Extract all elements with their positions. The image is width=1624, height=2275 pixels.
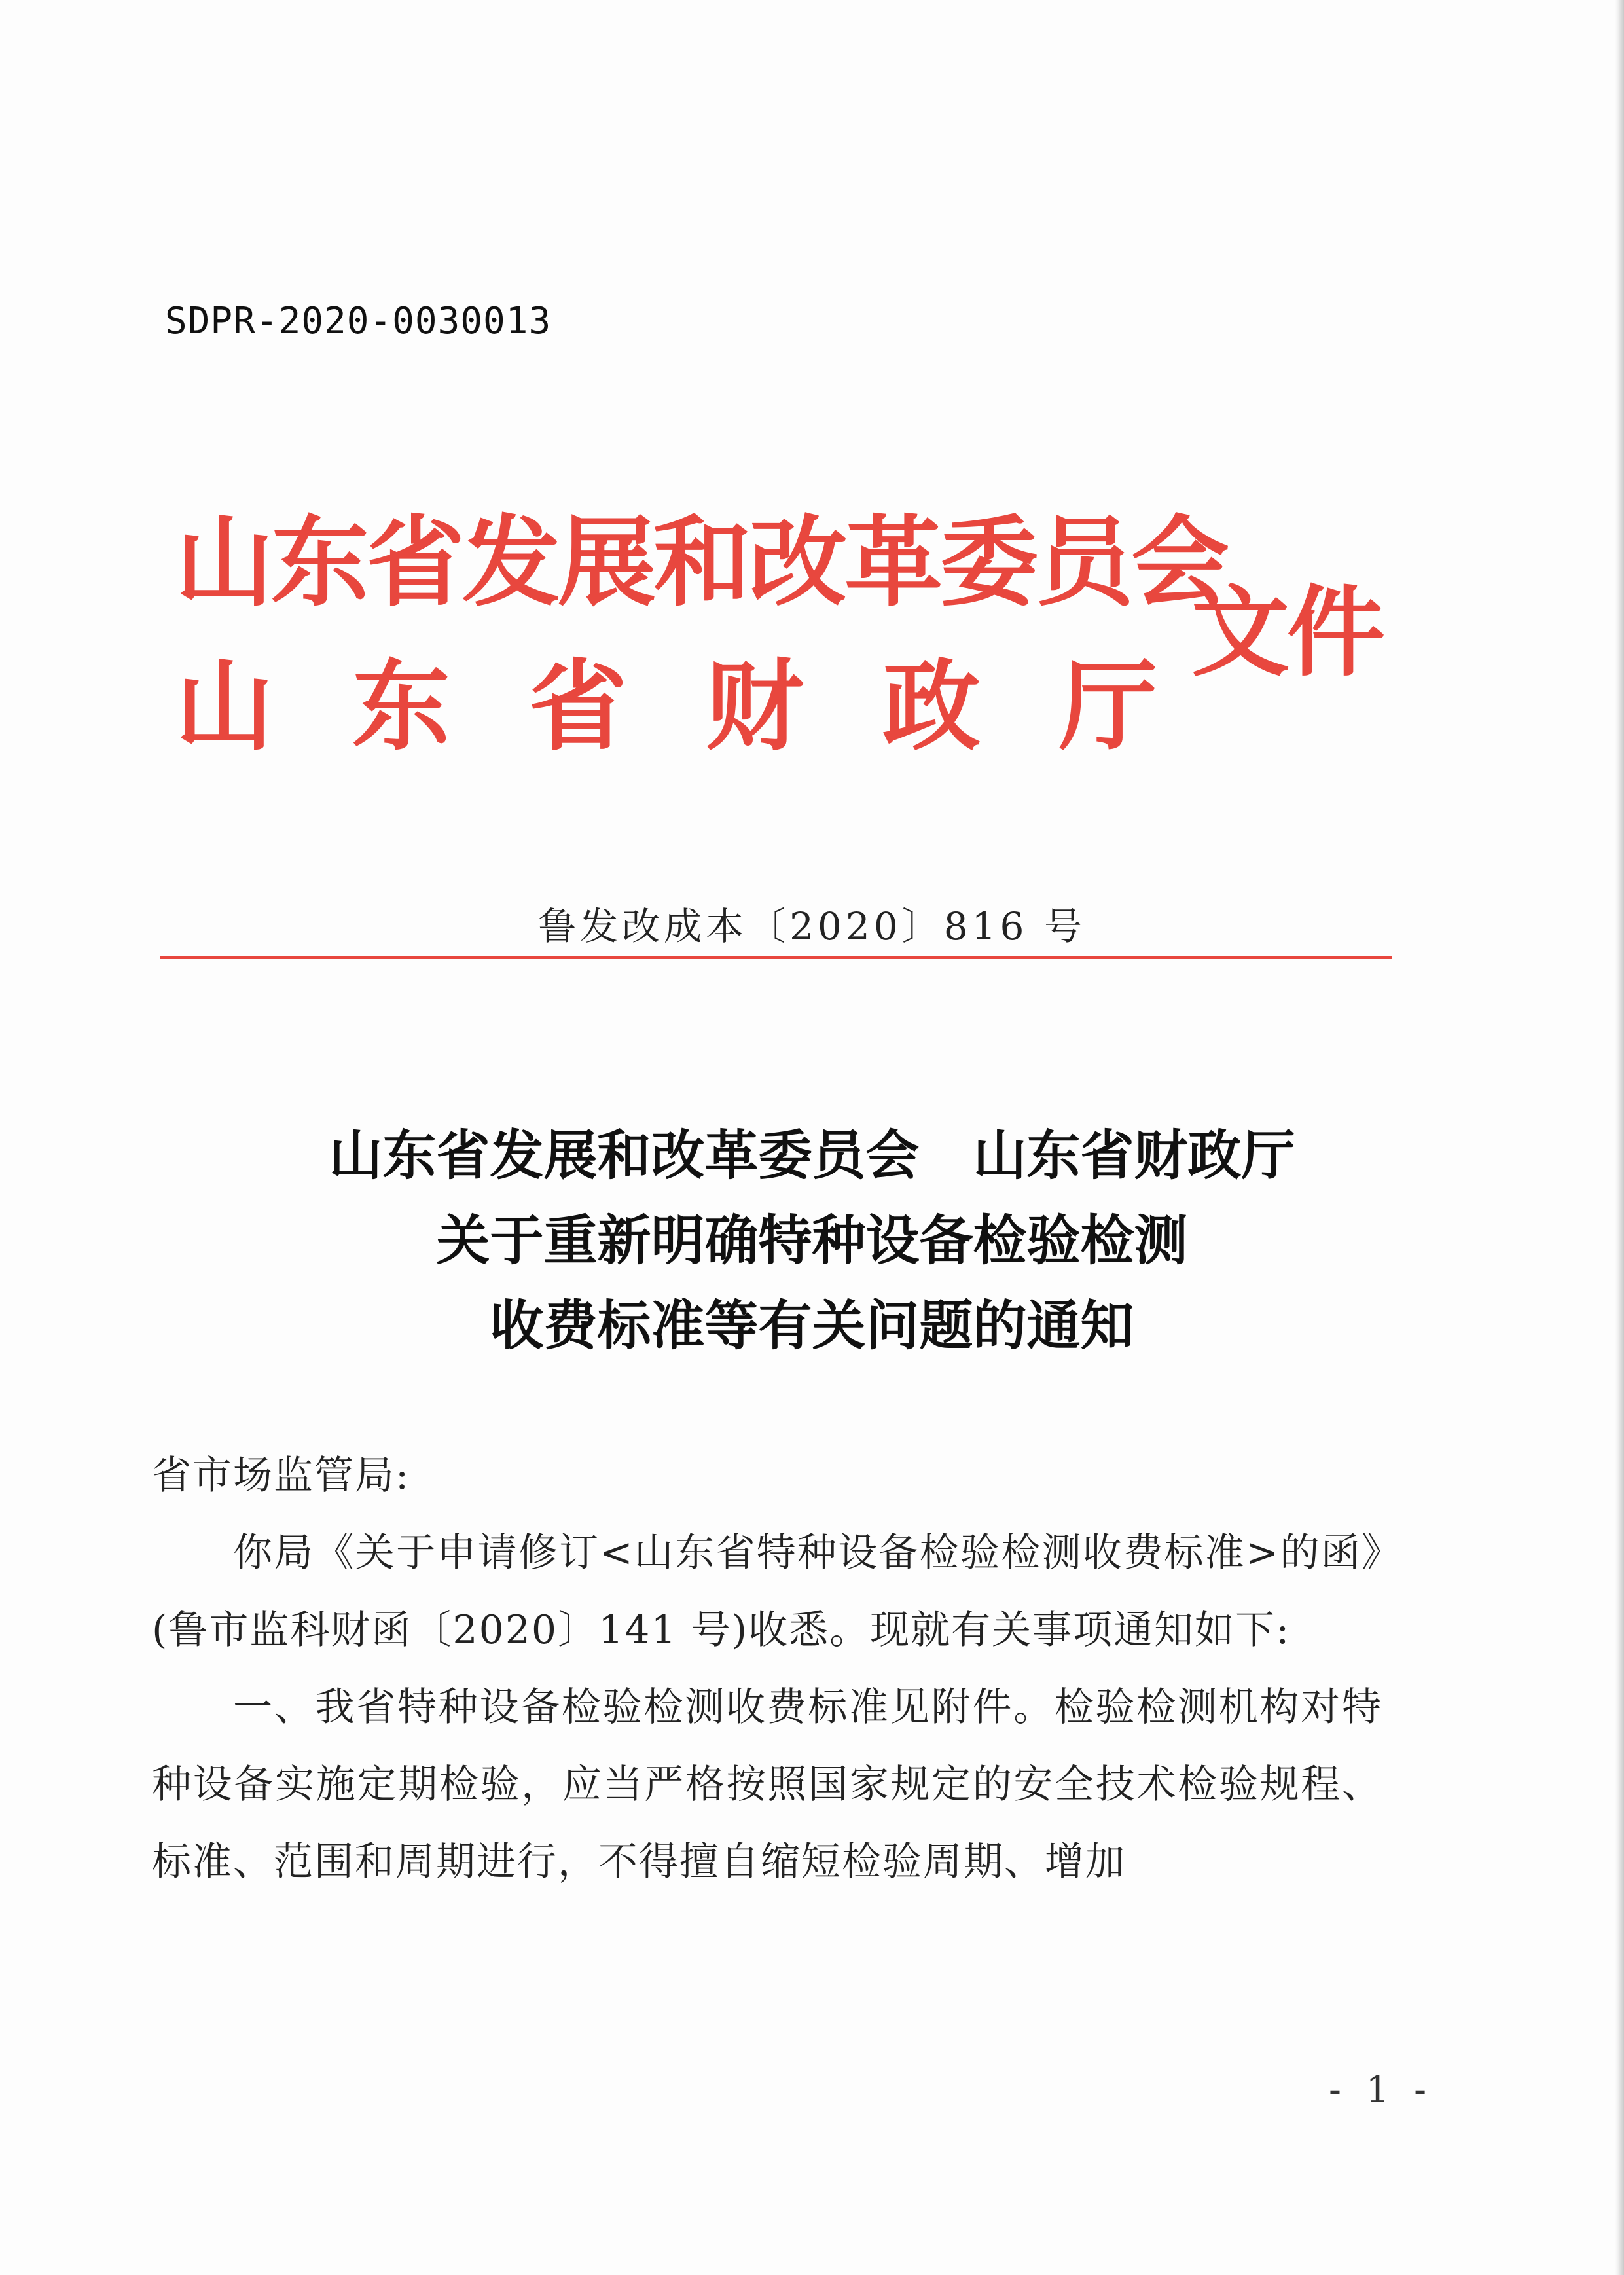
body-paragraph: 你局《关于申请修订<山东省特种设备检验检测收费标准>的函》(鲁市监科财函〔2020〕141 号)收悉。现就有关事项通知如下: xyxy=(152,1530,1382,1653)
title-line: 收费标准等有关问题的通知 xyxy=(490,1294,1134,1357)
document-body xyxy=(152,1437,1382,1901)
header-divider xyxy=(160,956,1392,959)
document-number: 鲁发改成本〔2020〕816 号 xyxy=(538,904,1086,949)
issuer-line-2 xyxy=(175,627,1157,769)
issuer-line-2-char: 省 xyxy=(528,649,627,764)
issuer-line-2-char: 政 xyxy=(882,649,981,764)
title-line: 山东省发展和改革委员会 山东省财政厅 xyxy=(329,1124,1295,1187)
body-paragraph: 一、我省特种设备检验检测收费标准见附件。检验检测机构对特种设备实施定期检验，应当严格按照国家规定的安全技术检验规程、标准、范围和周期进行，不得擅自缩短检验周期、增加 xyxy=(152,1684,1382,1885)
recipient: 省市场监管局: xyxy=(152,1453,410,1499)
issuer-line-2-char: 财 xyxy=(705,649,804,764)
document-title xyxy=(0,1113,1624,1368)
title-line: 关于重新明确特种设备检验检测 xyxy=(436,1209,1188,1272)
issuer-line-2-char: 山 xyxy=(175,649,274,764)
issuer-line-1: 山东省发展和改革委员会 xyxy=(175,505,1227,620)
issuer-suffix: 文件 xyxy=(1191,575,1383,690)
document-code: SDPR-2020-0030013 xyxy=(165,300,552,342)
page-number: - 1 - xyxy=(1329,2069,1434,2111)
issuer-line-2-char: 东 xyxy=(352,649,450,764)
issuer-line-2-char: 厅 xyxy=(1058,649,1157,764)
